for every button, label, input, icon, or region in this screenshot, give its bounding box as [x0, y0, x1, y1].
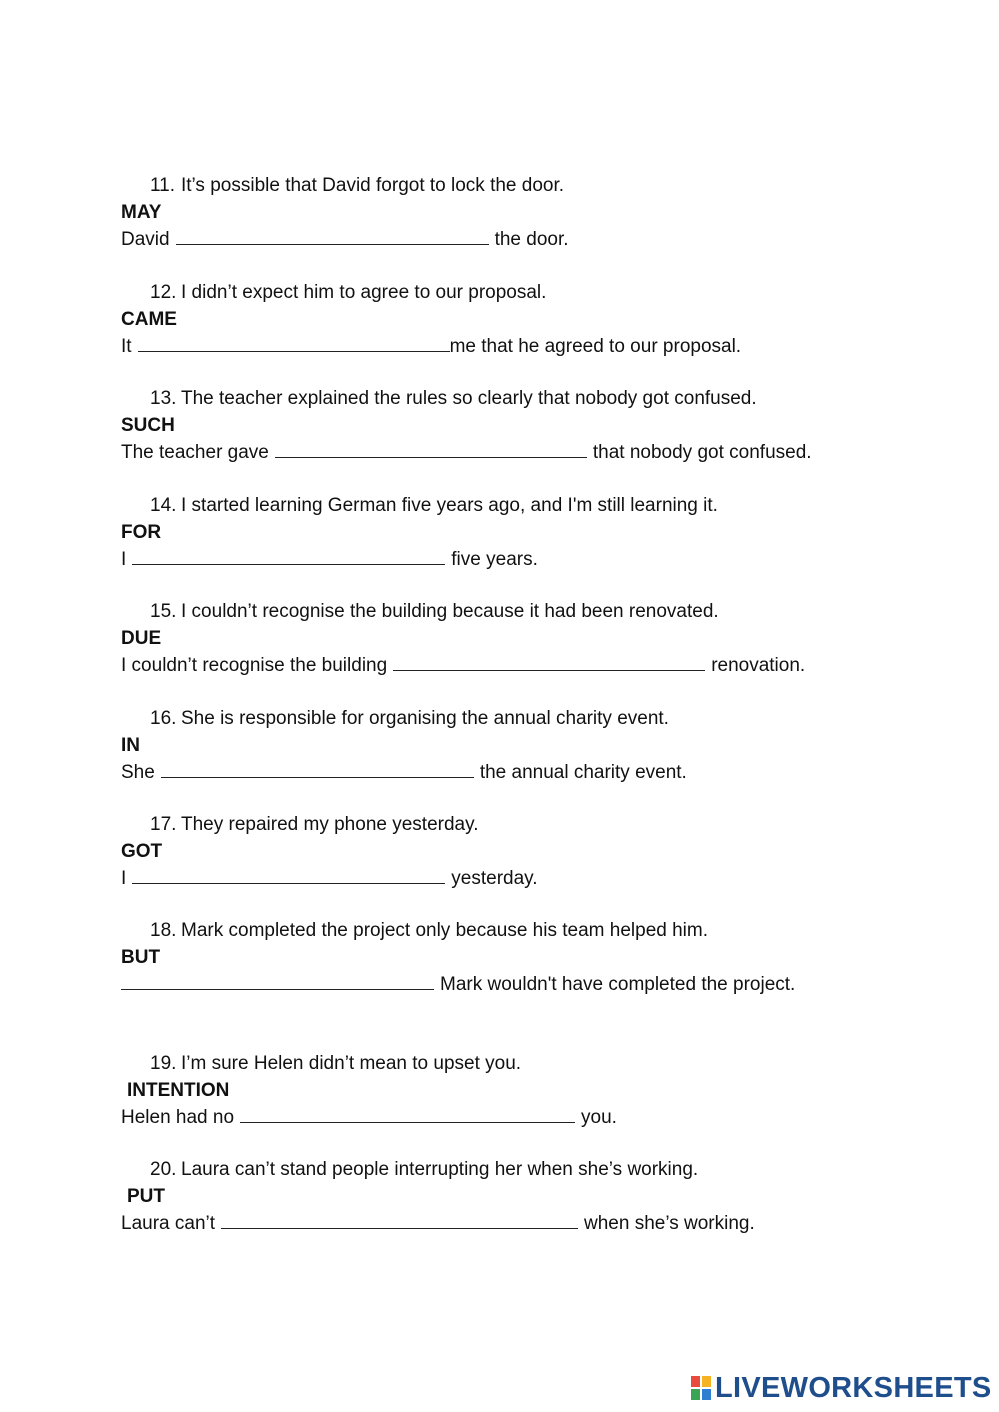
- answer-line: [121, 653, 805, 678]
- question-number: 15.: [150, 601, 177, 622]
- question: [150, 1158, 698, 1182]
- answer-suffix: yesterday.: [451, 868, 538, 889]
- question-text: I’m sure Helen didn’t mean to upset you.: [181, 1053, 522, 1074]
- answer-prefix: Helen had no: [121, 1107, 235, 1128]
- answer-blank[interactable]: [132, 866, 445, 884]
- answer-blank[interactable]: [275, 440, 587, 458]
- question: [150, 494, 718, 518]
- answer-prefix: Laura can’t: [121, 1213, 216, 1234]
- question: [150, 919, 708, 943]
- liveworksheets-logo[interactable]: [690, 1373, 992, 1403]
- answer-suffix: five years.: [451, 549, 538, 570]
- answer-blank[interactable]: [393, 653, 705, 671]
- question-text: It’s possible that David forgot to lock the door.: [181, 175, 565, 196]
- question: [150, 387, 757, 411]
- question-text: I started learning German five years ago, and I'm still learning it.: [181, 495, 718, 516]
- question-text: I didn’t expect him to agree to our proposal.: [181, 282, 547, 303]
- keyword: DUE: [121, 628, 162, 649]
- question-text: Mark completed the project only because his team helped him.: [181, 920, 708, 941]
- answer-line: [121, 866, 538, 891]
- answer-prefix: I: [121, 868, 127, 889]
- question: [150, 1052, 521, 1076]
- answer-suffix: Mark wouldn't have completed the project.: [440, 974, 796, 995]
- answer-suffix: that nobody got confused.: [592, 442, 812, 463]
- answer-suffix: me that he agreed to our proposal.: [449, 336, 742, 357]
- question-number: 13.: [150, 388, 177, 409]
- answer-suffix: you.: [581, 1107, 617, 1128]
- keyword: PUT: [127, 1186, 165, 1207]
- question: [150, 707, 669, 731]
- answer-prefix: David: [121, 229, 170, 250]
- answer-suffix: the door.: [494, 229, 569, 250]
- question: [150, 813, 478, 837]
- question: [150, 281, 546, 305]
- answer-line: [121, 1211, 755, 1236]
- answer-prefix: I: [121, 549, 127, 570]
- answer-blank[interactable]: [121, 972, 434, 990]
- keyword: GOT: [121, 841, 163, 862]
- question-number: 14.: [150, 495, 177, 516]
- answer-line: [121, 760, 687, 785]
- question-number: 17.: [150, 814, 177, 835]
- question-text: They repaired my phone yesterday.: [181, 814, 479, 835]
- answer-prefix: She: [121, 762, 155, 783]
- answer-line: [121, 440, 812, 465]
- answer-line: [121, 227, 569, 252]
- question-number: 19.: [150, 1053, 177, 1074]
- logo-tiles-icon: [690, 1375, 712, 1401]
- question-number: 18.: [150, 920, 177, 941]
- question-text: She is responsible for organising the annual charity event.: [181, 708, 669, 729]
- keyword: INTENTION: [127, 1080, 230, 1101]
- logo-text: LIVEWORKSHEETS: [715, 1372, 992, 1404]
- question-number: 16.: [150, 708, 177, 729]
- keyword: MAY: [121, 202, 162, 223]
- question-text: Laura can’t stand people interrupting her when she’s working.: [181, 1159, 699, 1180]
- keyword: IN: [121, 735, 140, 756]
- keyword: CAME: [121, 309, 177, 330]
- answer-suffix: when she’s working.: [584, 1213, 755, 1234]
- answer-blank[interactable]: [176, 227, 489, 245]
- answer-prefix: It: [121, 336, 132, 357]
- keyword: SUCH: [121, 415, 175, 436]
- question-number: 11.: [150, 175, 176, 196]
- answer-line: [121, 334, 741, 359]
- question-text: The teacher explained the rules so clearly that nobody got confused.: [181, 388, 757, 409]
- answer-line: [121, 1105, 617, 1130]
- question-number: 20.: [150, 1159, 177, 1180]
- answer-blank[interactable]: [161, 760, 474, 778]
- question-number: 12.: [150, 282, 177, 303]
- answer-blank[interactable]: [138, 334, 450, 352]
- question: [150, 600, 719, 624]
- answer-blank[interactable]: [240, 1105, 575, 1123]
- question: [150, 174, 564, 198]
- answer-suffix: the annual charity event.: [479, 762, 687, 783]
- answer-blank[interactable]: [132, 547, 445, 565]
- keyword: FOR: [121, 522, 162, 543]
- answer-suffix: renovation.: [711, 655, 806, 676]
- answer-prefix: The teacher gave: [121, 442, 269, 463]
- answer-blank[interactable]: [221, 1211, 578, 1229]
- question-text: I couldn’t recognise the building because it had been renovated.: [181, 601, 719, 622]
- answer-prefix: I couldn’t recognise the building: [121, 655, 388, 676]
- keyword: BUT: [121, 947, 161, 968]
- answer-line: [121, 972, 795, 997]
- answer-line: [121, 547, 538, 572]
